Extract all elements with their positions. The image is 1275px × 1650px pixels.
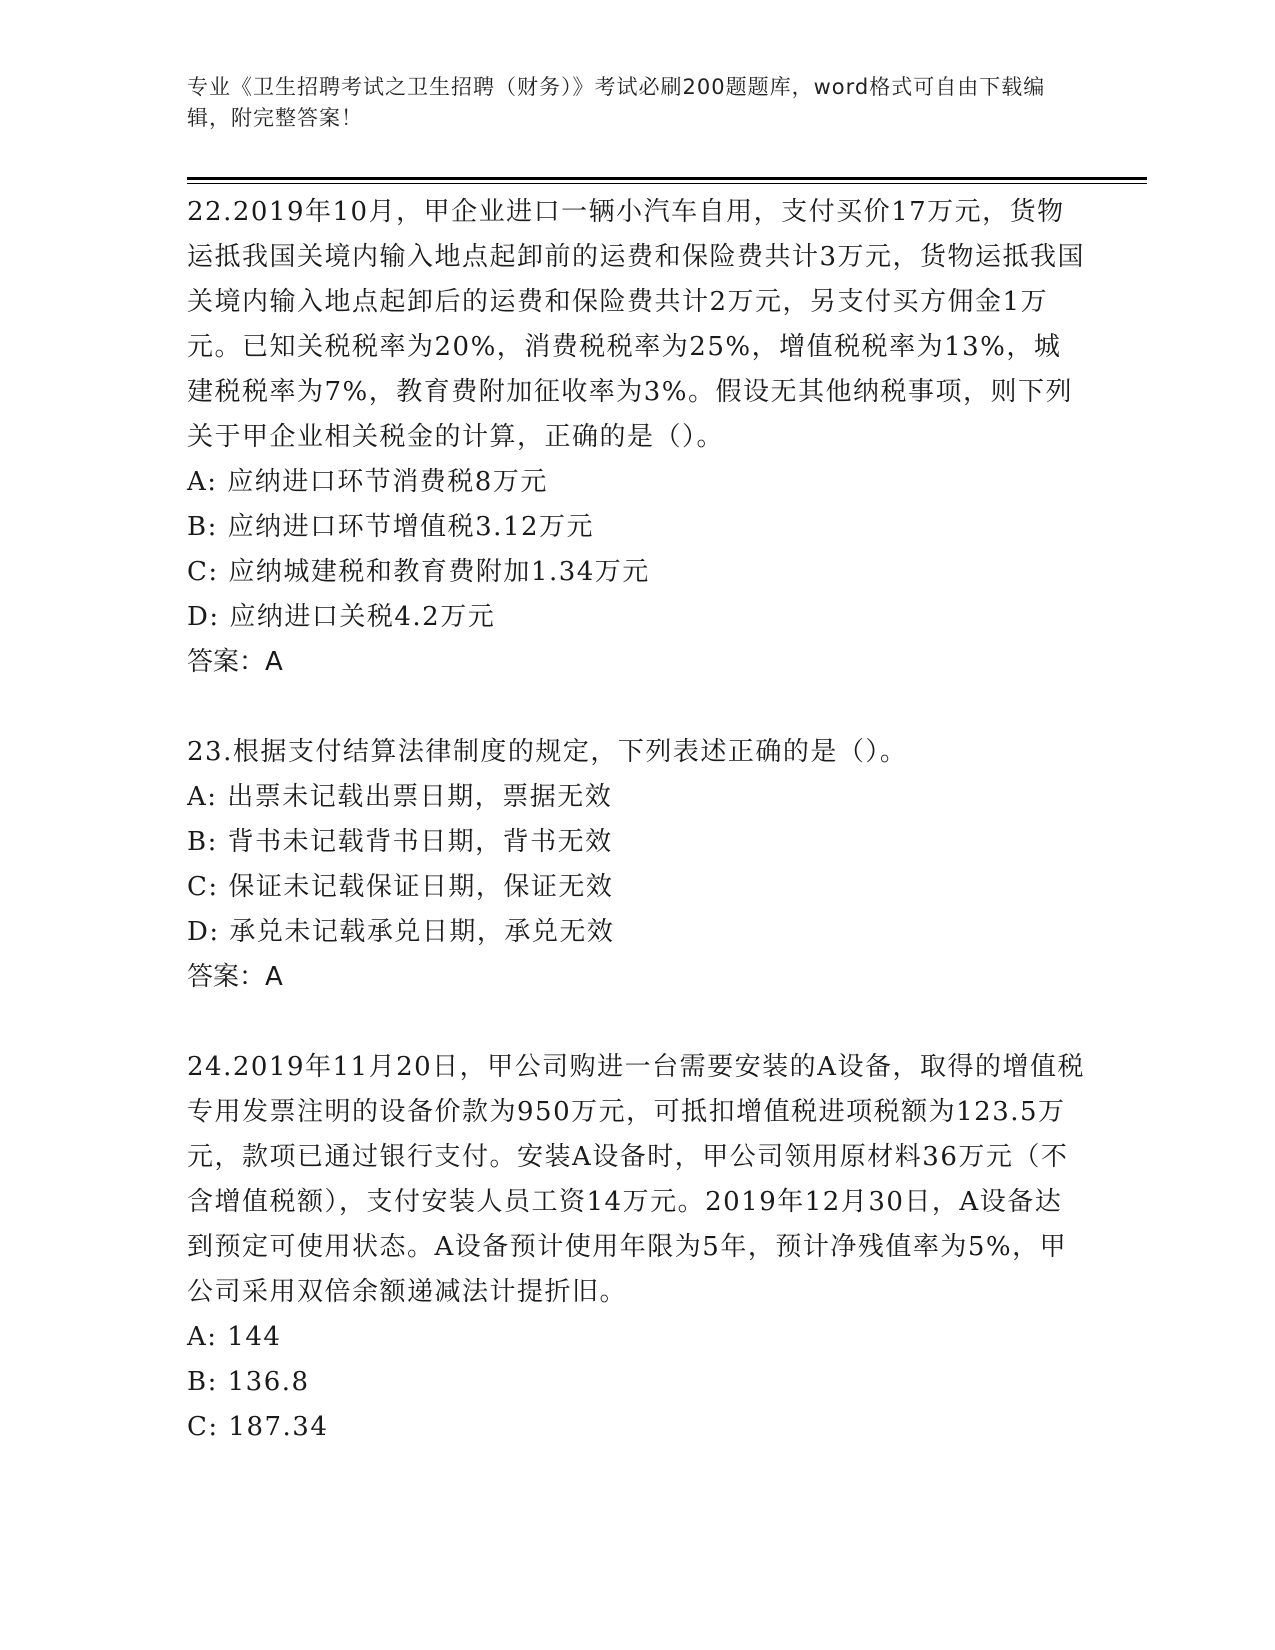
question-list	[187, 190, 1087, 1450]
question-23	[187, 730, 1087, 1000]
option-a: A: 出票未记载出票日期，票据无效	[187, 782, 613, 812]
option-b: B: 136.8	[187, 1367, 310, 1397]
question-text: 22.2019年10月，甲企业进口一辆小汽车自用，支付买价17万元，货物运抵我国关境内输入地点起卸前的运费和保险费共计3万元，货物运抵我国关境内输入地点起卸后的运费和保险费共计2万元，另支付买方佣金1万元。已知关税税率为20%，消费税税率为25%，增值税税率为13%，城建税税率为7%，教育费附加征收率为3%。假设无其他纳税事项，则下列关于甲企业相关税金的计算，正确的是（）。	[187, 197, 1086, 452]
option-c: C: 保证未记载保证日期，保证无效	[187, 872, 614, 902]
option-b: B: 应纳进口环节增值税3.12万元	[187, 512, 595, 542]
option-d: D: 应纳进口关税4.2万元	[187, 602, 496, 632]
spacer	[187, 685, 1087, 730]
question-text: 24.2019年11月20日，甲公司购进一台需要安装的A设备，取得的增值税专用发票注明的设备价款为950万元，可抵扣增值税进项税额为123.5万元，款项已通过银行支付。安装A设备时，甲公司领用原材料36万元（不含增值税额），支付安装人员工资14万元。2019年12月30日，A设备达到预定可使用状态。A设备预计使用年限为5年，预计净残值率为5%，甲公司采用双倍余额递减法计提折旧。	[187, 1052, 1085, 1307]
document-header: 专业《卫生招聘考试之卫生招聘（财务）》考试必刷200题题库，word格式可自由下载编辑，附完整答案！	[187, 75, 1046, 130]
option-b: B: 背书未记载背书日期，背书无效	[187, 827, 613, 857]
answer: 答案：A	[187, 647, 283, 677]
option-c: C: 应纳城建税和教育费附加1.34万元	[187, 557, 650, 587]
option-a: A: 144	[187, 1322, 282, 1352]
question-text: 23.根据支付结算法律制度的规定，下列表述正确的是（）。	[187, 737, 908, 767]
option-d: D: 承兑未记载承兑日期，承兑无效	[187, 917, 615, 947]
option-c: C: 187.34	[187, 1412, 329, 1442]
header-divider-thick	[187, 177, 1147, 180]
option-a: A: 应纳进口环节消费税8万元	[187, 467, 548, 497]
question-22	[187, 190, 1087, 685]
question-24	[187, 1045, 1087, 1450]
answer: 答案：A	[187, 962, 283, 992]
spacer	[187, 1000, 1087, 1045]
header-divider-thin	[187, 183, 1147, 184]
